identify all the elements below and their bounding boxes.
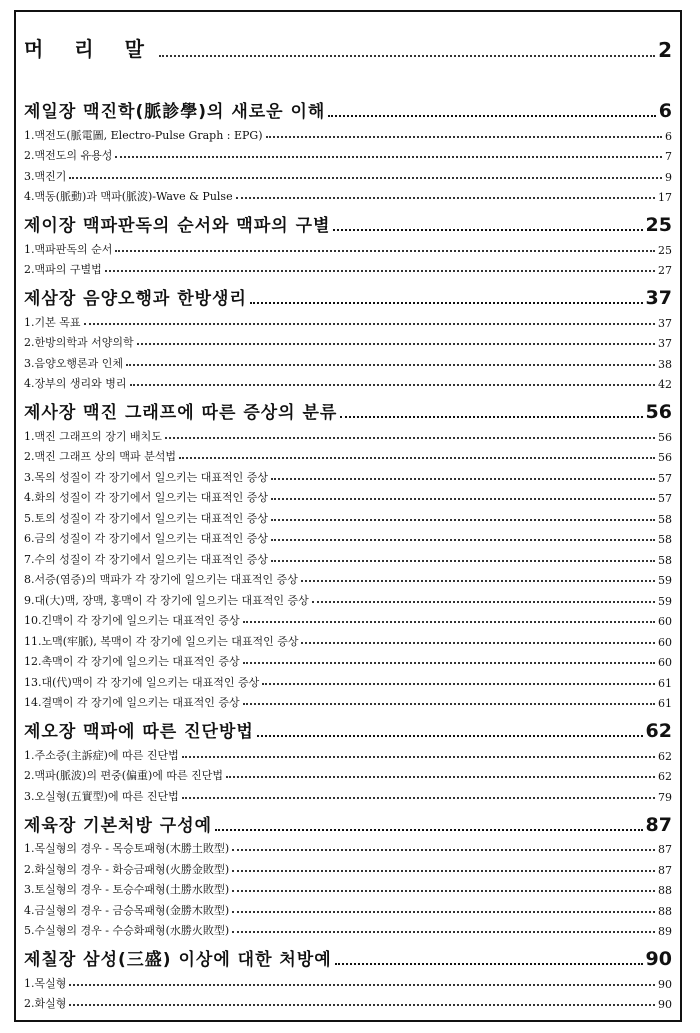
- toc-item-label: 3.목의 성질이 각 장기에서 일으키는 대표적인 증상: [24, 470, 268, 484]
- chapter-title: 제이장 맥파판독의 순서와 맥파의 구별: [24, 216, 331, 236]
- toc-item: [24, 309, 672, 330]
- toc-item: [24, 350, 672, 371]
- toc-item: [24, 464, 672, 485]
- dot-leader: [243, 703, 655, 705]
- toc-item-label: 1.맥파판독의 순서: [24, 242, 113, 256]
- toc-item-label: 10.긴맥이 각 장기에 일으키는 대표적인 증상: [24, 614, 240, 627]
- toc-item-page: 56: [658, 430, 672, 444]
- toc-item-label: 5.수실형의 경우 - 수승화패형(水勝火敗型): [24, 924, 230, 937]
- dot-leader: [328, 115, 655, 117]
- toc-item-label: 11.노맥(牢脈), 복맥이 각 장기에 일으키는 대표적인 증상: [24, 634, 299, 648]
- toc-item-page: 90: [658, 977, 672, 991]
- toc-item: [24, 742, 672, 763]
- spacer: [24, 68, 672, 90]
- toc-item-page: 79: [658, 790, 672, 804]
- dot-leader: [215, 829, 642, 831]
- toc-item-page: 60: [658, 656, 672, 669]
- toc-item: [24, 836, 672, 857]
- toc-item-label: 7.수의 성질이 각 장기에서 일으키는 대표적인 증상: [24, 552, 268, 566]
- chapter-heading: [24, 279, 672, 309]
- toc-item-page: 87: [658, 843, 672, 856]
- dot-leader: [262, 683, 655, 685]
- preface-entry: [24, 22, 672, 62]
- chapter-page: 6: [658, 100, 672, 122]
- chapter-title: 제오장 맥파에 따른 진단방법: [24, 722, 254, 742]
- chapter-title: 제일장 맥진학(脈診學)의 새로운 이해: [24, 102, 326, 122]
- dot-leader: [236, 197, 655, 199]
- dot-leader: [271, 560, 655, 562]
- toc-item-label: 3.맥진기: [24, 169, 67, 183]
- toc-item-label: 13.대(代)맥이 각 장기에 일으키는 대표적인 증상: [24, 675, 260, 689]
- toc-item-page: 27: [658, 264, 672, 277]
- toc-item: [24, 526, 672, 547]
- toc-item: [24, 163, 672, 184]
- toc-item-label: 12.촉맥이 각 장기에 일으키는 대표적인 증상: [24, 655, 240, 668]
- toc-item-page: 7: [665, 150, 672, 163]
- dot-leader: [165, 437, 655, 439]
- chapter-heading: [24, 393, 672, 423]
- toc-item-page: 38: [658, 357, 672, 371]
- toc-item: [24, 628, 672, 649]
- dot-leader: [137, 343, 655, 345]
- toc-item-page: 61: [658, 697, 672, 710]
- toc-item-label: 4.장부의 생리와 병리: [24, 377, 127, 390]
- toc-item: [24, 184, 672, 205]
- dot-leader: [243, 621, 655, 623]
- toc-item-label: 4.화의 성질이 각 장기에서 일으키는 대표적인 증상: [24, 491, 268, 504]
- toc-item-page: 57: [658, 492, 672, 505]
- toc-item-label: 2.한방의학과 서양의학: [24, 336, 134, 349]
- dot-leader: [84, 323, 656, 325]
- toc-item-label: 2.맥파(脈波)의 편중(偏重)에 따른 진단법: [24, 769, 224, 782]
- toc-item-label: 2.맥진 그래프 상의 맥파 분석법: [24, 450, 176, 463]
- dot-leader: [182, 797, 655, 799]
- dot-leader: [115, 156, 662, 158]
- chapter-title: 제칠장 삼성(三盛) 이상에 대한 처방예: [24, 950, 332, 970]
- chapter-list: [24, 92, 672, 1011]
- dot-leader: [232, 890, 655, 892]
- toc-item: [24, 236, 672, 257]
- dot-leader: [301, 580, 655, 582]
- chapter-page: 25: [645, 214, 672, 236]
- dot-leader: [312, 601, 655, 603]
- toc-item: [24, 505, 672, 526]
- dot-leader: [266, 136, 663, 138]
- toc-item-page: 42: [658, 378, 672, 391]
- toc-item-page: 56: [658, 451, 672, 464]
- dot-leader: [115, 250, 655, 252]
- chapter-heading: [24, 712, 672, 742]
- toc-item-page: 37: [658, 316, 672, 330]
- dot-leader: [159, 55, 655, 57]
- dot-leader: [69, 1004, 655, 1006]
- chapter-page: 90: [645, 948, 672, 970]
- toc-item-page: 62: [658, 749, 672, 763]
- dot-leader: [232, 911, 655, 913]
- toc-item: [24, 122, 672, 143]
- toc-item: [24, 649, 672, 670]
- dot-leader: [232, 931, 655, 933]
- dot-leader: [130, 384, 656, 386]
- chapter-heading: [24, 92, 672, 122]
- dot-leader: [69, 984, 655, 986]
- dot-leader: [126, 364, 655, 366]
- toc-item: [24, 608, 672, 629]
- toc-item: [24, 918, 672, 939]
- toc-item-page: 25: [658, 243, 672, 257]
- toc-item-label: 2.화실형: [24, 997, 67, 1010]
- chapter-page: 56: [645, 401, 672, 423]
- toc-item-page: 6: [665, 129, 672, 143]
- toc-item-label: 1.맥진 그래프의 장기 배치도: [24, 429, 162, 443]
- toc-item-page: 57: [658, 471, 672, 485]
- toc-item: [24, 330, 672, 351]
- toc-item: [24, 485, 672, 506]
- toc-item-page: 87: [658, 863, 672, 877]
- chapter-heading: [24, 206, 672, 236]
- toc-frame: [14, 10, 682, 1022]
- toc-item-label: 1.목실형: [24, 976, 67, 990]
- toc-item: [24, 143, 672, 164]
- dot-leader: [232, 849, 655, 851]
- toc-item-page: 89: [658, 925, 672, 938]
- toc-item-page: 59: [658, 594, 672, 608]
- toc-item-label: 14.결맥이 각 장기에 일으키는 대표적인 증상: [24, 696, 240, 709]
- toc-item-page: 90: [658, 998, 672, 1011]
- toc-item-label: 1.맥전도(脈電圖, Electro-Pulse Graph : EPG): [24, 128, 263, 142]
- chapter-heading: [24, 940, 672, 970]
- toc-item-page: 58: [658, 512, 672, 526]
- toc-item-label: 3.오실형(五實型)에 따른 진단법: [24, 789, 179, 803]
- toc-item: [24, 587, 672, 608]
- dot-leader: [271, 478, 655, 480]
- toc-item-page: 88: [658, 904, 672, 918]
- dot-leader: [179, 457, 655, 459]
- toc-item-label: 2.맥전도의 유용성: [24, 149, 113, 162]
- dot-leader: [340, 416, 642, 418]
- chapter-title: 제삼장 음양오행과 한방생리: [24, 289, 247, 309]
- toc-item-page: 60: [658, 615, 672, 628]
- chapter-page: 87: [645, 813, 672, 836]
- toc-item-label: 5.토의 성질이 각 장기에서 일으키는 대표적인 증상: [24, 511, 268, 525]
- toc-item: [24, 669, 672, 690]
- toc-item: [24, 567, 672, 588]
- toc-item-label: 4.금실형의 경우 - 금승목패형(金勝木敗型): [24, 903, 230, 917]
- chapter-page: 62: [645, 720, 672, 742]
- toc-item-label: 8.서증(염증)의 맥파가 각 장기에 일으키는 대표적인 증상: [24, 573, 298, 586]
- toc-item-label: 3.음양오행론과 인체: [24, 356, 123, 370]
- toc-item-page: 17: [658, 191, 672, 204]
- preface-page: 2: [658, 38, 672, 62]
- toc-item: [24, 444, 672, 465]
- toc-item-label: 1.목실형의 경우 - 목승토패형(木勝土敗型): [24, 842, 230, 855]
- toc-item: [24, 763, 672, 784]
- toc-item-page: 62: [658, 770, 672, 783]
- toc-item-page: 37: [658, 337, 672, 350]
- toc-item: [24, 371, 672, 392]
- dot-leader: [301, 642, 655, 644]
- preface-title: 머 리 말: [24, 37, 156, 61]
- toc-item-label: 1.주소증(主訴症)에 따른 진단법: [24, 748, 179, 762]
- dot-leader: [226, 776, 655, 778]
- chapter-title: 제사장 맥진 그래프에 따른 증상의 분류: [24, 403, 338, 423]
- toc-item: [24, 897, 672, 918]
- dot-leader: [69, 177, 662, 179]
- toc-item-label: 2.맥파의 구별법: [24, 263, 102, 276]
- toc-item: [24, 877, 672, 898]
- toc-item: [24, 991, 672, 1012]
- toc-item: [24, 690, 672, 711]
- dot-leader: [257, 735, 643, 737]
- toc-item: [24, 423, 672, 444]
- dot-leader: [182, 756, 655, 758]
- toc-item: [24, 856, 672, 877]
- dot-leader: [271, 498, 655, 500]
- toc-body: [24, 22, 672, 1010]
- toc-item-page: 58: [658, 533, 672, 546]
- toc-item-page: 60: [658, 635, 672, 649]
- toc-item-label: 2.화실형의 경우 - 화승금패형(火勝金敗型): [24, 862, 230, 876]
- dot-leader: [271, 519, 655, 521]
- dot-leader: [243, 662, 655, 664]
- toc-item-page: 59: [658, 574, 672, 587]
- chapter-title: 제육장 기본처방 구성예: [24, 815, 213, 836]
- toc-item: [24, 970, 672, 991]
- dot-leader: [105, 270, 655, 272]
- toc-item-label: 3.토실형의 경우 - 토승수패형(土勝水敗型): [24, 883, 230, 896]
- toc-item-page: 61: [658, 676, 672, 690]
- chapter-page: 37: [645, 287, 672, 309]
- toc-item-page: 58: [658, 553, 672, 567]
- toc-item-label: 1.기본 목표: [24, 315, 81, 329]
- toc-item-label: 4.맥동(脈動)과 맥파(脈波)-Wave & Pulse: [24, 190, 233, 203]
- dot-leader: [271, 539, 655, 541]
- toc-item: [24, 783, 672, 804]
- dot-leader: [333, 229, 642, 231]
- dot-leader: [335, 963, 643, 965]
- dot-leader: [232, 870, 655, 872]
- toc-item: [24, 546, 672, 567]
- chapter-heading: [24, 806, 672, 836]
- toc-item-page: 88: [658, 884, 672, 897]
- dot-leader: [250, 302, 643, 304]
- toc-item-label: 6.금의 성질이 각 장기에서 일으키는 대표적인 증상: [24, 532, 268, 545]
- toc-item: [24, 257, 672, 278]
- toc-item-label: 9.대(大)맥, 장맥, 홍맥이 각 장기에 일으키는 대표적인 증상: [24, 593, 309, 607]
- toc-item-page: 9: [665, 170, 672, 184]
